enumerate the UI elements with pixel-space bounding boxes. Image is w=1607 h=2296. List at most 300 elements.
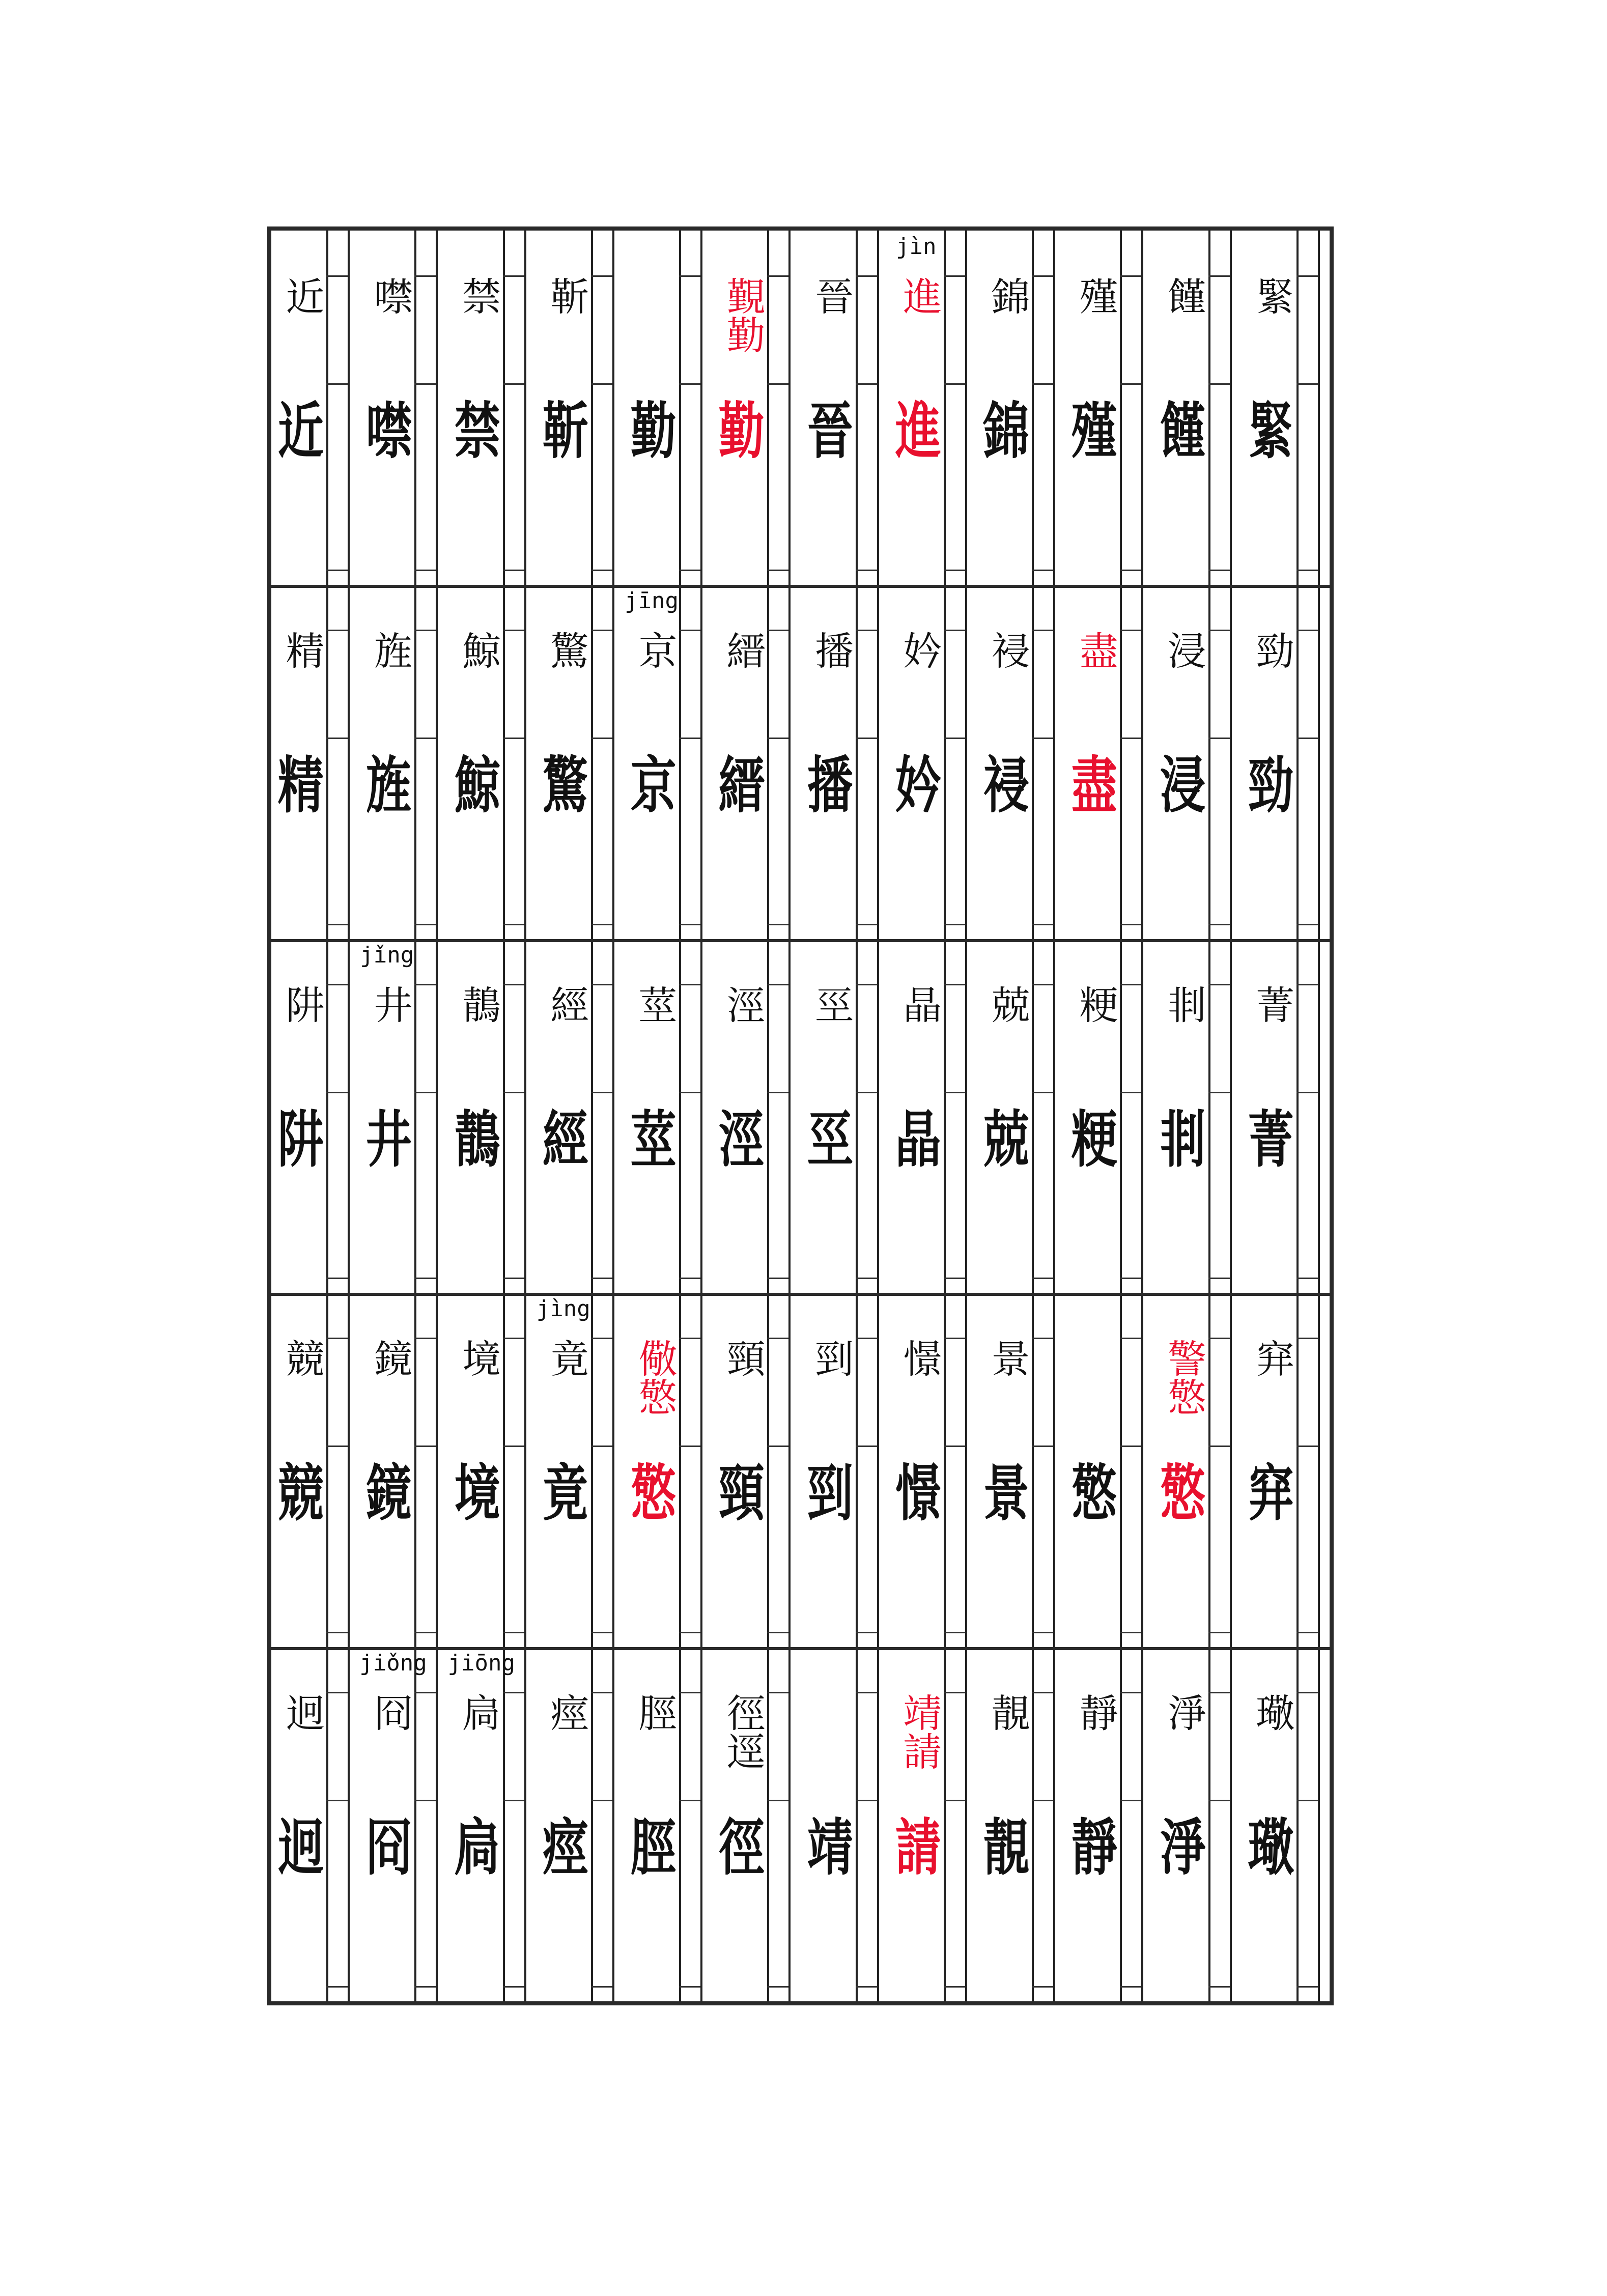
guide-tick [944, 1092, 965, 1093]
guide-tick [1208, 1278, 1230, 1279]
guide-line [348, 585, 350, 939]
seal-script-glyph: 競 [270, 1461, 324, 1518]
guide-tick [679, 275, 700, 277]
character-column [889, 1293, 977, 1647]
guide-line [1230, 1647, 1232, 2001]
guide-line [1230, 231, 1232, 585]
guide-tick [326, 924, 348, 925]
modern-character: 噤 [368, 276, 413, 315]
modern-character: 靜 [1073, 1693, 1119, 1732]
character-column [271, 1293, 359, 1647]
modern-character: 緊 [1249, 276, 1295, 315]
guide-tick [1296, 1692, 1318, 1693]
guide-line [1032, 231, 1034, 585]
pinyin-label: jiōng [447, 1650, 515, 1677]
character-column [712, 585, 800, 939]
guide-line [591, 939, 593, 1293]
pinyin-label: jìng [536, 1296, 590, 1322]
guide-tick [1296, 1092, 1318, 1093]
seal-script-glyph: 冏 [358, 1815, 412, 1873]
character-column [1065, 585, 1153, 939]
guide-line [326, 1293, 328, 1647]
modern-character: 穽 [1249, 1339, 1295, 1378]
guide-tick [1032, 630, 1053, 631]
modern-character: 旌 [368, 630, 413, 669]
guide-tick [326, 1800, 348, 1801]
guide-line [1208, 1293, 1210, 1647]
guide-line [856, 231, 858, 585]
guide-tick [679, 383, 700, 385]
guide-line [1053, 1293, 1055, 1647]
character-column [712, 231, 800, 585]
guide-tick [767, 1800, 788, 1801]
guide-tick [1032, 570, 1053, 571]
guide-tick [1032, 1800, 1053, 1801]
guide-tick [856, 275, 877, 277]
guide-tick [1208, 630, 1230, 631]
seal-script-glyph: 鏡 [358, 1461, 412, 1518]
character-column [271, 939, 359, 1293]
guide-line [503, 1293, 505, 1647]
guide-tick [591, 738, 612, 739]
character-column [889, 939, 977, 1293]
row-band [271, 1647, 1330, 2001]
guide-tick [326, 1986, 348, 1988]
guide-tick [326, 1692, 348, 1693]
guide-line [877, 1647, 879, 2001]
modern-character: 錦 [985, 276, 1030, 315]
guide-tick [944, 1632, 965, 1633]
seal-script-glyph: 莖 [623, 1107, 677, 1164]
guide-line [700, 585, 702, 939]
row-band [271, 231, 1330, 585]
guide-tick [1032, 1338, 1053, 1339]
modern-character: 莖 [632, 984, 678, 1024]
character-column [977, 939, 1065, 1293]
seal-script-glyph: 涇 [711, 1107, 765, 1164]
guide-tick [767, 1338, 788, 1339]
guide-line [1141, 1293, 1143, 1647]
seal-script-glyph: 淨 [1152, 1815, 1206, 1873]
guide-line [524, 1647, 526, 2001]
modern-character: 浸 [1161, 630, 1207, 669]
guide-line [348, 939, 350, 1293]
guide-line [414, 585, 416, 939]
guide-tick [856, 630, 877, 631]
guide-line [1141, 585, 1143, 939]
guide-line [1296, 231, 1299, 585]
pinyin-label: jiǒng [359, 1650, 427, 1677]
character-column [801, 585, 889, 939]
row-separator [271, 939, 1330, 942]
guide-tick [767, 1445, 788, 1447]
character-column [536, 1647, 624, 2001]
guide-tick [503, 1692, 524, 1693]
guide-tick [1032, 383, 1053, 385]
guide-tick [1296, 570, 1318, 571]
seal-script-glyph: 憼 [1064, 1461, 1118, 1518]
guide-line [524, 585, 526, 939]
seal-script-glyph: 憬 [887, 1461, 942, 1518]
modern-character: 靖請 [896, 1693, 942, 1771]
character-column [977, 585, 1065, 939]
guide-tick [767, 738, 788, 739]
guide-line [503, 1647, 505, 2001]
character-column [977, 1293, 1065, 1647]
row-separator [271, 1293, 1330, 1296]
modern-character: 徑逕 [720, 1693, 766, 1771]
guide-tick [767, 924, 788, 925]
guide-line [612, 939, 614, 1293]
guide-line [348, 1293, 350, 1647]
guide-tick [767, 275, 788, 277]
seal-script-glyph: 阱 [270, 1107, 324, 1164]
guide-line [965, 1647, 967, 2001]
guide-tick [591, 1692, 612, 1693]
seal-script-glyph: 井 [358, 1107, 412, 1164]
guide-tick [503, 1338, 524, 1339]
guide-line [326, 939, 328, 1293]
seal-script-glyph: 璥 [1240, 1815, 1294, 1873]
modern-character: 精 [279, 630, 325, 669]
guide-line [1296, 1293, 1299, 1647]
seal-script-glyph: 晶 [887, 1107, 942, 1164]
guide-line [1120, 1293, 1122, 1647]
guide-tick [326, 383, 348, 385]
guide-line [1053, 1647, 1055, 2001]
character-column [271, 585, 359, 939]
modern-character: 痙 [544, 1693, 589, 1732]
guide-line [1208, 939, 1210, 1293]
guide-line [414, 1647, 416, 2001]
modern-character: 鏡 [368, 1339, 413, 1378]
guide-line [503, 585, 505, 939]
modern-character: 禁 [456, 276, 501, 315]
seal-script-glyph: 菁 [1240, 1107, 1294, 1164]
character-column [359, 1647, 447, 2001]
guide-tick [1208, 984, 1230, 985]
modern-character: 妗 [896, 630, 942, 669]
guide-tick [591, 1800, 612, 1801]
seal-script-glyph: 憼 [1152, 1461, 1206, 1518]
seal-script-glyph: 迥 [270, 1815, 324, 1873]
guide-line [1296, 585, 1299, 939]
guide-tick [414, 383, 436, 385]
guide-tick [414, 1092, 436, 1093]
guide-tick [944, 275, 965, 277]
guide-line [436, 939, 438, 1293]
guide-tick [767, 630, 788, 631]
guide-tick [1032, 984, 1053, 985]
character-grid-sheet [267, 226, 1334, 2005]
guide-line [524, 1293, 526, 1647]
guide-line [767, 231, 769, 585]
guide-tick [1032, 1445, 1053, 1447]
modern-character: 境 [456, 1339, 501, 1378]
guide-line [944, 1293, 946, 1647]
guide-tick [591, 570, 612, 571]
guide-tick [944, 1278, 965, 1279]
guide-line [591, 585, 593, 939]
guide-line [1032, 1293, 1034, 1647]
guide-line [1230, 1293, 1232, 1647]
guide-tick [326, 738, 348, 739]
guide-tick [1120, 275, 1141, 277]
seal-script-glyph: 近 [270, 399, 324, 456]
guide-tick [326, 1092, 348, 1093]
character-column [1242, 1647, 1330, 2001]
modern-character: 迥 [279, 1693, 325, 1732]
guide-tick [1296, 1986, 1318, 1988]
guide-tick [1208, 275, 1230, 277]
character-column [801, 1293, 889, 1647]
guide-tick [1120, 1692, 1141, 1693]
guide-tick [1296, 1632, 1318, 1633]
modern-character: 進 [896, 276, 942, 315]
guide-tick [944, 630, 965, 631]
guide-tick [503, 630, 524, 631]
guide-tick [503, 570, 524, 571]
character-column [1153, 585, 1242, 939]
pinyin-label: jìn [896, 234, 937, 260]
seal-script-glyph: 靖 [799, 1815, 853, 1873]
guide-tick [767, 570, 788, 571]
guide-line [612, 1647, 614, 2001]
guide-tick [856, 1445, 877, 1447]
guide-tick [326, 984, 348, 985]
guide-tick [414, 738, 436, 739]
guide-line [1230, 939, 1232, 1293]
character-column [1065, 231, 1153, 585]
guide-tick [503, 383, 524, 385]
modern-character: 經 [544, 984, 589, 1024]
guide-tick [1208, 1338, 1230, 1339]
modern-character: 近 [279, 276, 325, 315]
guide-tick [503, 1445, 524, 1447]
character-column [536, 585, 624, 939]
modern-character: 扃 [456, 1693, 501, 1732]
guide-tick [414, 1692, 436, 1693]
guide-tick [1208, 1986, 1230, 1988]
guide-tick [414, 984, 436, 985]
guide-tick [591, 1986, 612, 1988]
guide-line [788, 585, 791, 939]
guide-line [1120, 939, 1122, 1293]
guide-line [679, 585, 681, 939]
guide-tick [944, 1986, 965, 1988]
guide-tick [1208, 1692, 1230, 1693]
guide-tick [503, 1986, 524, 1988]
guide-line [944, 585, 946, 939]
seal-script-glyph: 禁 [446, 399, 500, 456]
guide-tick [679, 1692, 700, 1693]
guide-line [591, 231, 593, 585]
guide-line [326, 1647, 328, 2001]
character-column [1065, 1293, 1153, 1647]
guide-tick [414, 1632, 436, 1633]
character-column [1153, 231, 1242, 585]
guide-line [767, 939, 769, 1293]
modern-character: 涇 [720, 984, 766, 1024]
modern-character: 脛 [632, 1693, 678, 1732]
character-column [801, 231, 889, 585]
character-column [536, 231, 624, 585]
guide-line [767, 1293, 769, 1647]
guide-tick [1120, 1278, 1141, 1279]
character-column [448, 231, 536, 585]
guide-tick [856, 1092, 877, 1093]
guide-tick [414, 924, 436, 925]
modern-character: 靚 [985, 1693, 1030, 1732]
guide-tick [326, 1445, 348, 1447]
guide-tick [1032, 275, 1053, 277]
modern-character: 覲勤 [720, 276, 766, 354]
guide-line [348, 231, 350, 585]
modern-character: 淨 [1161, 1693, 1207, 1732]
modern-character: 殣 [1073, 276, 1119, 315]
seal-script-glyph: 錦 [975, 399, 1030, 456]
seal-script-glyph: 兢 [975, 1107, 1030, 1164]
character-column [624, 1293, 712, 1647]
guide-line [700, 939, 702, 1293]
character-column [977, 231, 1065, 585]
guide-line [944, 1647, 946, 2001]
character-column [536, 939, 624, 1293]
guide-tick [856, 984, 877, 985]
guide-tick [1296, 275, 1318, 277]
guide-tick [1208, 1445, 1230, 1447]
seal-script-glyph: 勁 [1240, 752, 1294, 810]
guide-tick [414, 275, 436, 277]
guide-line [436, 585, 438, 939]
guide-line [679, 231, 681, 585]
guide-tick [679, 1445, 700, 1447]
modern-character: 盡 [1073, 630, 1119, 669]
seal-script-glyph: 憼 [623, 1461, 677, 1518]
character-column [271, 1647, 359, 2001]
modern-character: 粳 [1073, 984, 1119, 1024]
guide-tick [1032, 1092, 1053, 1093]
guide-tick [591, 984, 612, 985]
guide-tick [503, 275, 524, 277]
guide-line [436, 1647, 438, 2001]
modern-character: 剕 [1161, 984, 1207, 1024]
guide-tick [944, 924, 965, 925]
guide-tick [1120, 738, 1141, 739]
guide-tick [679, 738, 700, 739]
guide-tick [326, 1338, 348, 1339]
character-column [1242, 231, 1330, 585]
guide-tick [856, 383, 877, 385]
guide-line [414, 1293, 416, 1647]
character-column [624, 939, 712, 1293]
guide-tick [679, 1338, 700, 1339]
modern-character: 祲 [985, 630, 1030, 669]
seal-script-glyph: 勤 [623, 399, 677, 456]
guide-line [524, 231, 526, 585]
guide-tick [591, 1632, 612, 1633]
guide-tick [944, 1692, 965, 1693]
modern-character: 警憼 [1161, 1339, 1207, 1416]
guide-tick [1208, 1632, 1230, 1633]
guide-tick [944, 1445, 965, 1447]
guide-line [326, 585, 328, 939]
guide-line [1053, 231, 1055, 585]
character-column [1242, 1293, 1330, 1647]
guide-tick [944, 1800, 965, 1801]
character-column [624, 231, 712, 585]
character-column [536, 1293, 624, 1647]
guide-line [1208, 1647, 1210, 2001]
guide-line [1208, 231, 1210, 585]
character-column [1153, 1647, 1242, 2001]
guide-line [1053, 939, 1055, 1293]
guide-line [414, 231, 416, 585]
guide-tick [414, 630, 436, 631]
guide-line [944, 939, 946, 1293]
guide-tick [503, 1800, 524, 1801]
guide-tick [1120, 1986, 1141, 1988]
guide-line [1296, 939, 1299, 1293]
guide-tick [414, 1338, 436, 1339]
guide-line [1318, 1647, 1320, 2001]
guide-tick [767, 1692, 788, 1693]
guide-tick [1208, 1800, 1230, 1801]
guide-tick [1296, 1800, 1318, 1801]
guide-tick [591, 1338, 612, 1339]
guide-line [326, 231, 328, 585]
guide-tick [679, 1278, 700, 1279]
guide-tick [944, 1338, 965, 1339]
guide-line [1230, 585, 1232, 939]
guide-tick [856, 1986, 877, 1988]
character-column [624, 1647, 712, 2001]
character-column [448, 939, 536, 1293]
modern-character: 冏 [368, 1693, 413, 1732]
guide-tick [1120, 1445, 1141, 1447]
guide-tick [326, 1632, 348, 1633]
guide-tick [1032, 1692, 1053, 1693]
row-band [271, 585, 1330, 939]
guide-line [856, 939, 858, 1293]
seal-script-glyph: 剄 [799, 1461, 853, 1518]
guide-tick [679, 1092, 700, 1093]
guide-line [965, 1293, 967, 1647]
guide-line [1053, 585, 1055, 939]
seal-script-glyph: 晉 [799, 399, 853, 456]
guide-tick [503, 738, 524, 739]
seal-script-glyph: 進 [887, 399, 942, 456]
guide-tick [1120, 924, 1141, 925]
guide-tick [767, 1986, 788, 1988]
character-column [801, 939, 889, 1293]
seal-script-glyph: 浸 [1152, 752, 1206, 810]
guide-tick [591, 1092, 612, 1093]
guide-tick [1120, 570, 1141, 571]
modern-character: 阱 [279, 984, 325, 1024]
guide-line [436, 1293, 438, 1647]
character-column [977, 1647, 1065, 2001]
modern-character: 巠 [808, 984, 854, 1024]
modern-character: 井 [368, 984, 413, 1024]
seal-script-glyph: 驚 [534, 752, 589, 810]
modern-character: 鯨 [456, 630, 501, 669]
character-column [1153, 1293, 1242, 1647]
guide-tick [503, 1632, 524, 1633]
seal-script-glyph: 粳 [1064, 1107, 1118, 1164]
guide-tick [679, 924, 700, 925]
character-column [448, 1647, 536, 2001]
